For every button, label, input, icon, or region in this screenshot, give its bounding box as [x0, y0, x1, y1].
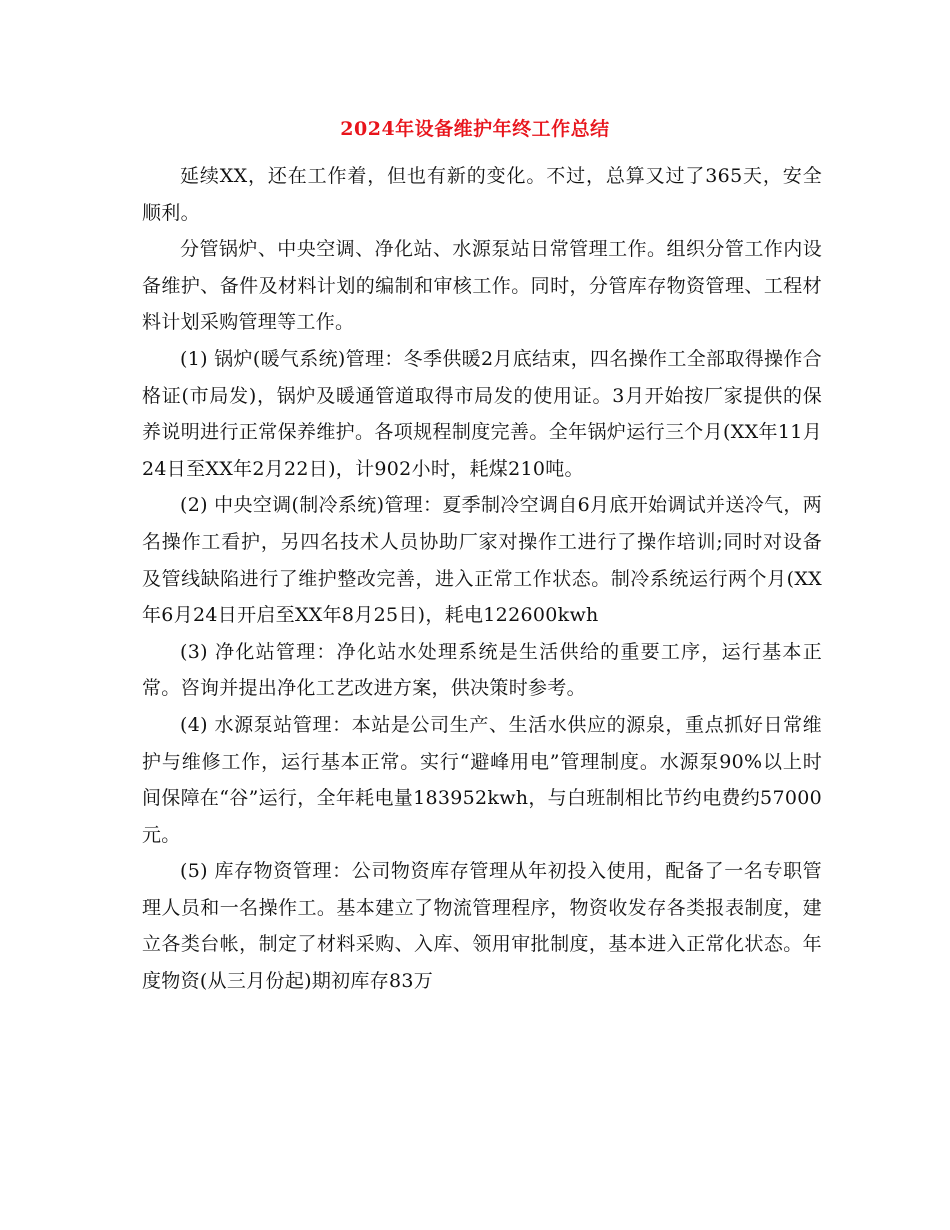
paragraph-air-conditioning: (2) 中央空调(制冷系统)管理：夏季制冷空调自6月底开始调试并送冷气，两名操作工看护，另四名技术人员协助厂家对操作工进行了操作培训;同时对设备及管线缺陷进行了维护整改完善，进入正常工作状态。制冷系统运行两个月(XX年6月24日开启至XX年8月25日)，耗电122600kwh: [142, 494, 822, 627]
paragraph-purification-station: (3) 净化站管理：净化站水处理系统是生活供给的重要工序，运行基本正常。咨询并提出净化工艺改进方案，供决策时参考。: [142, 640, 822, 700]
document-body: [142, 158, 822, 1000]
paragraph-responsibilities: 分管锅炉、中央空调、净化站、水源泵站日常管理工作。组织分管工作内设备维护、备件及材料计划的编制和审核工作。同时，分管库存物资管理、工程材料计划采购管理等工作。: [142, 238, 822, 334]
paragraph-intro: 延续XX，还在工作着，但也有新的变化。不过，总算又过了365天，安全顺利。: [142, 165, 822, 224]
paragraph-boiler: (1) 锅炉(暖气系统)管理：冬季供暖2月底结束，四名操作工全部取得操作合格证(市局发)，锅炉及暖通管道取得市局发的使用证。3月开始按厂家提供的保养说明进行正常保养维护。各项规程制度完善。全年锅炉运行三个月(XX年11月24日至XX年2月22日)，计902小时，耗煤210吨。: [142, 347, 822, 480]
paragraph-inventory: (5) 库存物资管理：公司物资库存管理从年初投入使用，配备了一名专职管理人员和一名操作工。基本建立了物流管理程序，物资收发存各类报表制度，建立各类台帐，制定了材料采购、入库、领用审批制度，基本进入正常化状态。年度物资(从三月份起)期初库存83万: [142, 860, 822, 993]
document-title: 2024年设备维护年终工作总结: [340, 118, 610, 140]
paragraph-water-pump-station: (4) 水源泵站管理：本站是公司生产、生活水供应的源泉，重点抓好日常维护与维修工作，运行基本正常。实行“避峰用电”管理制度。水源泵90%以上时间保障在“谷”运行，全年耗电量183952kwh，与白班制相比节约电费约57000元。: [142, 713, 822, 846]
